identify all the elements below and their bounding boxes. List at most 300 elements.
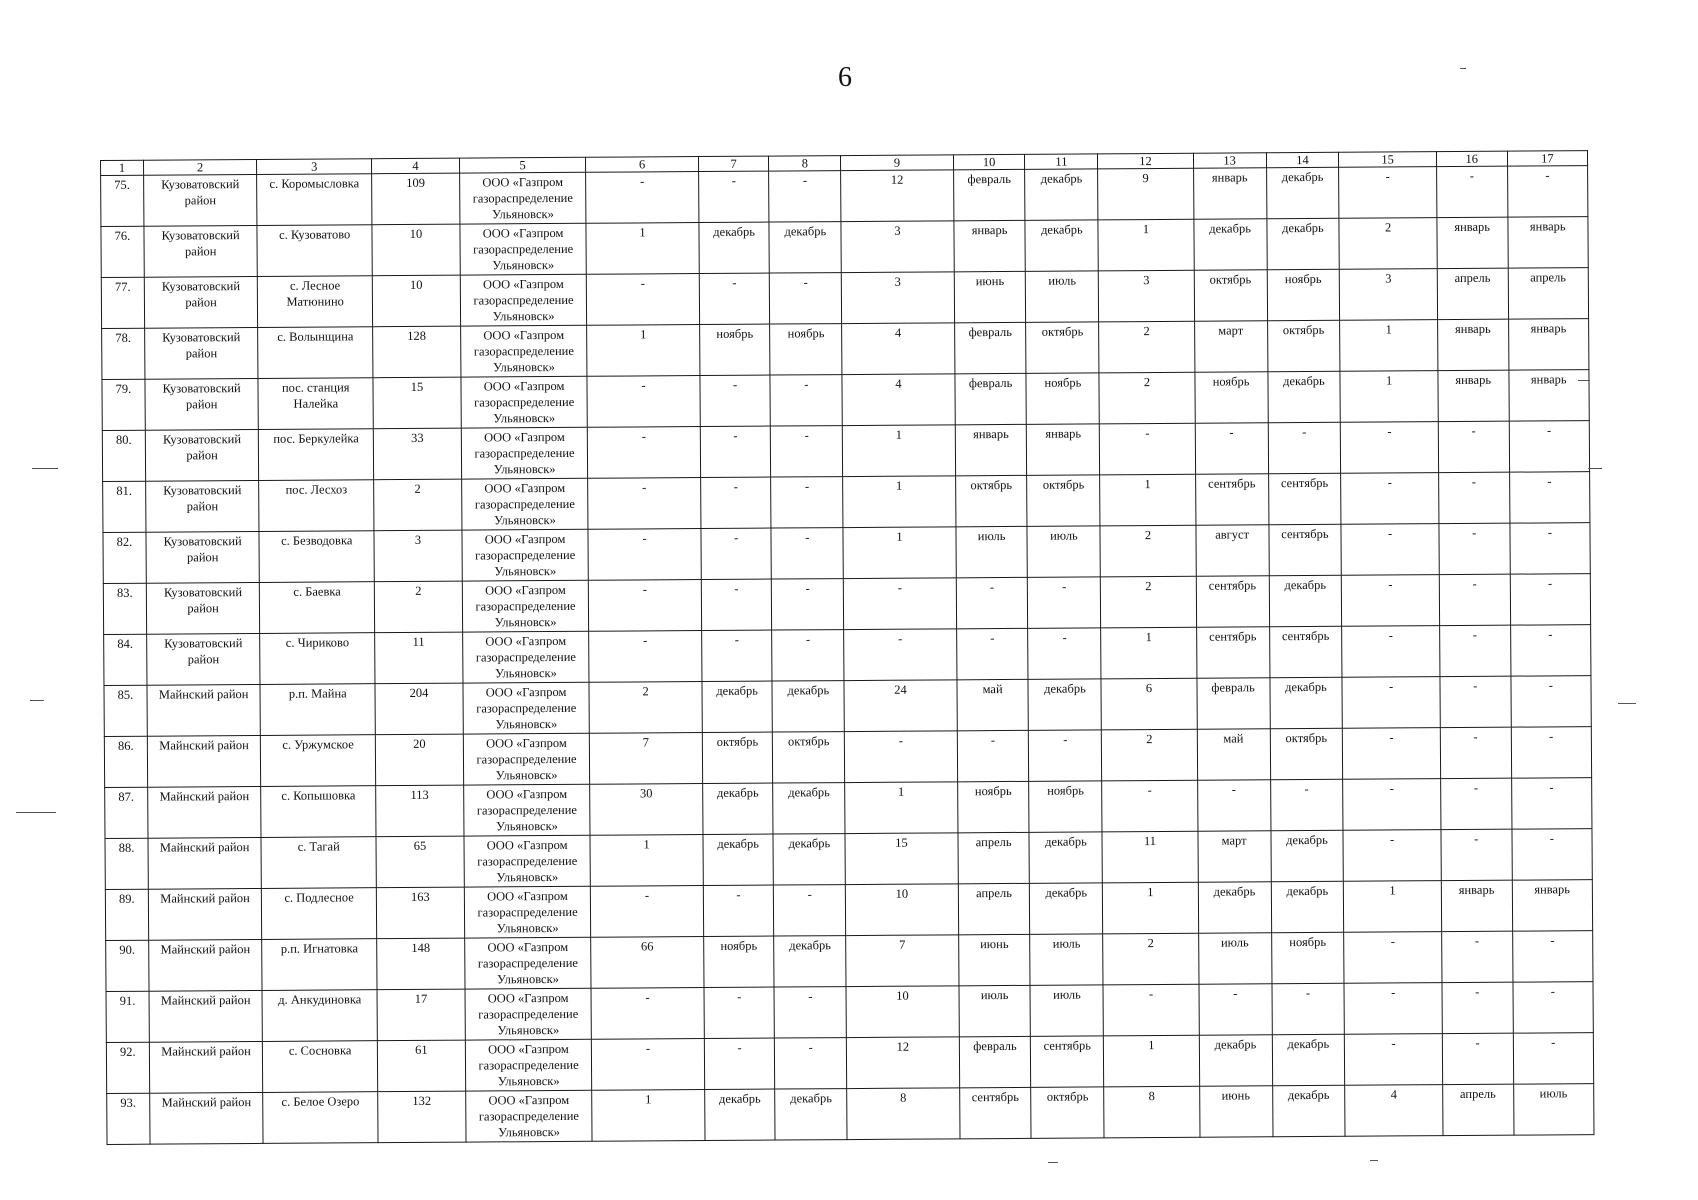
cell-value-col-9: 1 [843, 476, 956, 528]
cell-month-col-11: - [1028, 577, 1101, 628]
cell-month-col-8: - [771, 528, 843, 579]
cell-month-col-13: - [1197, 780, 1270, 831]
cell-value-col-9: 10 [846, 884, 959, 936]
cell-month-col-13: сентябрь [1195, 474, 1268, 525]
cell-value-col-15: 3 [1340, 269, 1438, 321]
cell-month-col-14: ноябрь [1271, 932, 1344, 983]
column-number-7: 7 [698, 156, 769, 171]
cell-value-col-6: - [586, 172, 699, 224]
cell-month-col-14: декабрь [1270, 830, 1343, 881]
scan-mark [1048, 1162, 1058, 1163]
cell-month-col-8: - [771, 426, 843, 477]
cell-organization: ООО «Газпром газораспределение Ульяновск» [460, 325, 587, 377]
cell-value-col-12: 2 [1099, 321, 1195, 373]
cell-value-col-4: 33 [373, 428, 461, 480]
cell-month-col-11: ноябрь [1029, 781, 1102, 832]
scan-mark [1588, 468, 1602, 469]
cell-month-col-7: - [700, 426, 771, 477]
cell-value-col-12: 11 [1102, 831, 1198, 883]
cell-organization: ООО «Газпром газораспределение Ульяновск» [464, 886, 591, 938]
cell-month-col-10: май [957, 679, 1029, 730]
cell-settlement: с. Баевка [260, 582, 375, 634]
cell-month-col-8: - [772, 630, 844, 681]
cell-month-col-13: сентябрь [1196, 576, 1269, 627]
cell-value-col-9: - [844, 629, 957, 681]
cell-month-col-14: - [1271, 983, 1344, 1034]
cell-month-col-8: ноябрь [770, 324, 842, 375]
scan-mark [30, 700, 44, 701]
column-number-8: 8 [769, 156, 841, 171]
cell-value-col-6: - [592, 1039, 705, 1091]
column-number-15: 15 [1339, 152, 1437, 168]
cell-value-col-15: 2 [1339, 218, 1437, 270]
cell-month-col-10: октябрь [955, 475, 1027, 526]
cell-value-col-15: - [1345, 1034, 1443, 1086]
column-number-17: 17 [1507, 151, 1588, 167]
cell-month-col-16: - [1440, 676, 1511, 727]
cell-value-col-15: - [1342, 575, 1440, 627]
cell-settlement: с. Безводовка [259, 531, 374, 583]
cell-month-col-17: - [1510, 574, 1591, 626]
cell-row-number: 81. [103, 481, 146, 532]
cell-district: Майнский район [149, 990, 263, 1042]
cell-month-col-11: декабрь [1028, 679, 1101, 730]
cell-row-number: 79. [102, 379, 145, 430]
cell-month-col-17: - [1512, 829, 1593, 881]
cell-month-col-14: - [1270, 779, 1343, 830]
cell-value-col-4: 2 [374, 479, 462, 531]
cell-district: Майнский район [150, 1092, 264, 1144]
cell-row-number: 91. [106, 991, 149, 1042]
cell-month-col-8: декабрь [773, 783, 845, 834]
cell-row-number: 85. [104, 685, 147, 736]
column-number-16: 16 [1436, 151, 1507, 166]
cell-month-col-10: - [956, 628, 1028, 679]
cell-month-col-16: апрель [1442, 1084, 1513, 1135]
cell-value-col-6: - [587, 376, 700, 428]
cell-month-col-10: апрель [958, 832, 1030, 883]
cell-month-col-11: - [1029, 730, 1102, 781]
cell-value-col-4: 11 [375, 632, 463, 684]
cell-month-col-16: январь [1437, 217, 1508, 268]
cell-month-col-11: июль [1030, 934, 1103, 985]
cell-settlement: с. Копышовка [261, 786, 376, 838]
cell-month-col-16: - [1441, 931, 1512, 982]
cell-value-col-15: 1 [1344, 881, 1442, 933]
cell-value-col-9: - [845, 731, 958, 783]
cell-value-col-12: 8 [1104, 1086, 1200, 1138]
cell-month-col-13: март [1198, 831, 1271, 882]
cell-month-col-14: октябрь [1270, 728, 1343, 779]
cell-month-col-13: декабрь [1194, 219, 1267, 270]
cell-month-col-7: - [699, 273, 770, 324]
scan-mark [1618, 703, 1636, 704]
cell-value-col-6: - [589, 580, 702, 632]
cell-month-col-17: - [1507, 166, 1588, 218]
cell-organization: ООО «Газпром газораспределение Ульяновск» [464, 784, 591, 836]
cell-month-col-13: декабрь [1199, 1035, 1272, 1086]
cell-value-col-6: - [588, 529, 701, 581]
cell-value-col-6: - [587, 274, 700, 326]
cell-value-col-12: - [1103, 984, 1199, 1036]
cell-value-col-12: 1 [1100, 474, 1196, 526]
cell-value-col-6: 30 [590, 784, 703, 836]
cell-value-col-12: 2 [1101, 576, 1197, 628]
cell-value-col-9: 12 [841, 170, 954, 222]
cell-month-col-8: - [772, 579, 844, 630]
cell-value-col-6: - [591, 886, 704, 938]
cell-month-col-17: - [1509, 472, 1590, 524]
cell-month-col-16: январь [1438, 370, 1509, 421]
scan-mark [32, 468, 58, 469]
cell-value-col-9: 1 [843, 527, 956, 579]
cell-district: Майнский район [148, 837, 262, 889]
cell-organization: ООО «Газпром газораспределение Ульяновск» [460, 223, 587, 275]
cell-organization: ООО «Газпром газораспределение Ульяновск» [460, 274, 587, 326]
cell-value-col-6: - [591, 988, 704, 1040]
cell-settlement: пос. Лесхоз [259, 480, 374, 532]
cell-organization: ООО «Газпром газораспределение Ульяновск» [463, 682, 590, 734]
cell-settlement: пос. станция Налейка [258, 378, 373, 430]
cell-organization: ООО «Газпром газораспределение Ульяновск» [465, 937, 592, 989]
cell-row-number: 87. [105, 787, 148, 838]
cell-value-col-9: 1 [842, 425, 955, 477]
cell-month-col-11: октябрь [1031, 1087, 1104, 1138]
cell-district: Кузоватовский район [144, 276, 258, 328]
scan-mark [1370, 1160, 1378, 1161]
cell-month-col-14: декабрь [1266, 167, 1339, 218]
cell-value-col-12: - [1102, 780, 1198, 832]
cell-value-col-9: 10 [846, 986, 959, 1038]
cell-month-col-8: - [770, 375, 842, 426]
cell-row-number: 83. [103, 583, 146, 634]
column-number-11: 11 [1025, 154, 1098, 169]
cell-month-col-14: декабрь [1269, 575, 1342, 626]
cell-settlement: р.п. Игнатовка [262, 939, 377, 991]
cell-month-col-17: январь [1507, 217, 1588, 269]
cell-month-col-10: февраль [955, 373, 1027, 424]
cell-month-col-17: январь [1508, 319, 1589, 371]
cell-month-col-13: февраль [1197, 678, 1270, 729]
cell-value-col-15: - [1339, 167, 1437, 219]
cell-organization: ООО «Газпром газораспределение Ульяновск» [461, 376, 588, 428]
cell-month-col-13: май [1197, 729, 1270, 780]
cell-month-col-11: декабрь [1025, 220, 1098, 271]
page-number: 6 [838, 62, 852, 93]
cell-month-col-14: октябрь [1267, 320, 1340, 371]
cell-month-col-7: - [700, 375, 771, 426]
cell-month-col-8: декабрь [774, 936, 846, 987]
cell-month-col-14: ноябрь [1267, 269, 1340, 320]
cell-district: Кузоватовский район [146, 633, 260, 685]
cell-settlement: пос. Беркулейка [259, 429, 374, 481]
cell-district: Кузоватовский район [145, 378, 259, 430]
cell-value-col-6: 2 [589, 682, 702, 734]
cell-month-col-14: декабрь [1266, 218, 1339, 269]
cell-month-col-13: июль [1198, 933, 1271, 984]
cell-month-col-8: декабрь [773, 834, 845, 885]
cell-district: Кузоватовский район [146, 531, 260, 583]
cell-month-col-7: декабрь [702, 681, 773, 732]
cell-month-col-8: - [771, 477, 843, 528]
cell-organization: ООО «Газпром газораспределение Ульяновск» [459, 172, 586, 224]
cell-month-col-11: июль [1030, 985, 1103, 1036]
cell-month-col-13: январь [1193, 168, 1266, 219]
column-number-10: 10 [953, 154, 1025, 169]
cell-month-col-17: - [1509, 421, 1590, 473]
cell-value-col-15: 1 [1340, 371, 1438, 423]
cell-value-col-9: - [844, 578, 957, 630]
cell-district: Майнский район [148, 786, 262, 838]
cell-district: Майнский район [149, 1041, 263, 1093]
cell-month-col-14: сентябрь [1268, 473, 1341, 524]
cell-month-col-14: декабрь [1269, 677, 1342, 728]
cell-value-col-12: 2 [1099, 372, 1195, 424]
cell-row-number: 78. [102, 328, 145, 379]
cell-month-col-16: - [1438, 421, 1509, 472]
cell-value-col-9: 8 [847, 1088, 960, 1140]
cell-month-col-14: декабрь [1271, 881, 1344, 932]
cell-month-col-16: - [1442, 1033, 1513, 1084]
cell-value-col-12: 1 [1104, 1035, 1200, 1087]
cell-month-col-13: август [1196, 525, 1269, 576]
cell-district: Кузоватовский район [145, 429, 259, 481]
cell-organization: ООО «Газпром газораспределение Ульяновск» [461, 427, 588, 479]
cell-month-col-14: декабрь [1272, 1034, 1345, 1085]
cell-value-col-15: - [1343, 728, 1441, 780]
cell-month-col-13: октябрь [1194, 270, 1267, 321]
cell-settlement: с. Волынщина [258, 327, 373, 379]
cell-month-col-11: декабрь [1025, 169, 1098, 220]
cell-month-col-8: - [769, 171, 841, 222]
cell-month-col-11: ноябрь [1026, 373, 1099, 424]
cell-organization: ООО «Газпром газораспределение Ульяновск» [462, 529, 589, 581]
cell-month-col-7: октябрь [702, 732, 773, 783]
cell-month-col-13: ноябрь [1195, 372, 1268, 423]
cell-month-col-8: - [775, 1038, 847, 1089]
cell-month-col-10: июль [959, 985, 1031, 1036]
cell-value-col-4: 113 [376, 785, 464, 837]
cell-month-col-7: - [704, 987, 775, 1038]
cell-value-col-12: 2 [1100, 525, 1196, 577]
column-number-1: 1 [101, 160, 144, 175]
cell-month-col-14: сентябрь [1269, 626, 1342, 677]
scan-mark [1578, 380, 1590, 381]
cell-month-col-8: декабрь [772, 681, 844, 732]
cell-month-col-16: - [1436, 166, 1507, 217]
cell-month-col-10: январь [954, 220, 1026, 271]
cell-month-col-16: январь [1437, 319, 1508, 370]
cell-month-col-8: октябрь [773, 732, 845, 783]
cell-value-col-9: 7 [846, 935, 959, 987]
cell-month-col-10: июль [956, 526, 1028, 577]
cell-month-col-13: март [1194, 321, 1267, 372]
cell-month-col-13: сентябрь [1196, 627, 1269, 678]
cell-month-col-10: - [957, 730, 1029, 781]
cell-month-col-8: - [770, 273, 842, 324]
cell-month-col-10: июнь [954, 271, 1026, 322]
cell-month-col-14: декабрь [1272, 1085, 1345, 1136]
cell-value-col-6: - [588, 427, 701, 479]
cell-month-col-13: - [1199, 984, 1272, 1035]
cell-row-number: 80. [102, 430, 145, 481]
scan-mark [16, 812, 56, 813]
cell-value-col-9: 1 [845, 782, 958, 834]
cell-month-col-17: январь [1508, 370, 1589, 422]
cell-month-col-14: декабрь [1267, 371, 1340, 422]
cell-month-col-10: январь [955, 424, 1027, 475]
cell-month-col-10: февраль [954, 322, 1026, 373]
cell-month-col-11: июль [1027, 526, 1100, 577]
cell-district: Кузоватовский район [145, 480, 259, 532]
cell-settlement: с. Подлесное [262, 888, 377, 940]
cell-month-col-17: - [1510, 676, 1591, 728]
cell-month-col-8: декабрь [769, 222, 841, 273]
cell-settlement: с. Тагай [261, 837, 376, 889]
cell-value-col-15: - [1341, 524, 1439, 576]
cell-value-col-15: - [1342, 626, 1440, 678]
cell-value-col-4: 10 [372, 224, 460, 276]
cell-month-col-8: декабрь [775, 1089, 847, 1140]
cell-month-col-8: - [774, 987, 846, 1038]
cell-month-col-16: - [1441, 829, 1512, 880]
cell-value-col-12: 3 [1099, 270, 1195, 322]
cell-month-col-7: - [704, 1038, 775, 1089]
cell-value-col-12: 2 [1103, 933, 1199, 985]
cell-month-col-11: январь [1027, 424, 1100, 475]
cell-month-col-16: январь [1441, 880, 1512, 931]
cell-organization: ООО «Газпром газораспределение Ульяновск» [463, 733, 590, 785]
cell-settlement: д. Анкудиновка [262, 990, 377, 1042]
cell-value-col-6: - [589, 631, 702, 683]
column-number-2: 2 [143, 159, 257, 175]
cell-value-col-15: - [1341, 473, 1439, 525]
cell-row-number: 82. [103, 532, 146, 583]
cell-month-col-10: февраль [959, 1036, 1031, 1087]
column-number-4: 4 [372, 158, 460, 174]
cell-month-col-17: - [1511, 727, 1592, 779]
cell-value-col-12: 1 [1098, 219, 1194, 271]
cell-month-col-14: сентябрь [1268, 524, 1341, 575]
cell-settlement: с. Уржумское [261, 735, 376, 787]
cell-value-col-12: 6 [1101, 678, 1197, 730]
cell-month-col-16: - [1440, 727, 1511, 778]
cell-month-col-17: - [1511, 778, 1592, 830]
cell-value-col-6: 7 [590, 733, 703, 785]
column-number-12: 12 [1098, 153, 1193, 169]
cell-month-col-7: - [701, 579, 772, 630]
cell-month-col-10: февраль [953, 169, 1025, 220]
cell-month-col-16: - [1439, 523, 1510, 574]
cell-row-number: 88. [105, 838, 148, 889]
column-number-9: 9 [841, 155, 954, 171]
cell-month-col-10: июнь [958, 934, 1030, 985]
cell-month-col-7: - [701, 528, 772, 579]
cell-organization: ООО «Газпром газораспределение Ульяновск» [461, 478, 588, 530]
cell-month-col-14: - [1268, 422, 1341, 473]
cell-month-col-10: ноябрь [957, 781, 1029, 832]
cell-month-col-7: декабрь [699, 222, 770, 273]
cell-month-col-16: - [1439, 625, 1510, 676]
cell-value-col-15: - [1343, 830, 1441, 882]
cell-month-col-17: - [1512, 931, 1593, 983]
cell-month-col-16: апрель [1437, 268, 1508, 319]
cell-value-col-4: 148 [377, 938, 465, 990]
cell-month-col-11: октябрь [1027, 475, 1100, 526]
cell-month-col-7: декабрь [704, 1089, 775, 1140]
cell-value-col-15: 4 [1345, 1085, 1443, 1137]
cell-value-col-6: 1 [587, 325, 700, 377]
cell-district: Кузоватовский район [144, 327, 258, 379]
cell-month-col-11: октябрь [1026, 322, 1099, 373]
column-number-5: 5 [459, 157, 586, 173]
cell-month-col-16: - [1440, 778, 1511, 829]
cell-value-col-4: 132 [378, 1091, 466, 1143]
cell-settlement: с. Лесное Матюнино [258, 276, 373, 328]
cell-value-col-4: 61 [377, 1040, 465, 1092]
cell-value-col-6: 1 [590, 835, 703, 887]
cell-month-col-10: - [956, 577, 1028, 628]
cell-row-number: 86. [104, 736, 147, 787]
cell-organization: ООО «Газпром газораспределение Ульяновск» [462, 580, 589, 632]
cell-month-col-16: - [1442, 982, 1513, 1033]
cell-value-col-4: 15 [373, 377, 461, 429]
cell-month-col-13: июнь [1199, 1086, 1272, 1137]
cell-settlement: р.п. Майна [260, 684, 375, 736]
cell-organization: ООО «Газпром газораспределение Ульяновск» [462, 631, 589, 683]
cell-value-col-9: 3 [841, 272, 954, 324]
cell-month-col-10: сентябрь [959, 1087, 1031, 1138]
cell-value-col-15: 1 [1340, 320, 1438, 372]
cell-month-col-16: - [1439, 574, 1510, 625]
cell-row-number: 77. [101, 277, 144, 328]
cell-value-col-4: 65 [376, 836, 464, 888]
cell-value-col-4: 128 [373, 326, 461, 378]
column-number-14: 14 [1266, 152, 1339, 167]
scan-mark [1460, 68, 1466, 69]
cell-month-col-11: - [1028, 628, 1101, 679]
cell-value-col-4: 204 [375, 683, 463, 735]
cell-month-col-7: ноябрь [699, 324, 770, 375]
cell-value-col-6: 1 [592, 1090, 705, 1142]
cell-month-col-10: апрель [958, 883, 1030, 934]
cell-month-col-16: - [1438, 472, 1509, 523]
cell-row-number: 92. [106, 1042, 149, 1093]
cell-value-col-9: 15 [845, 833, 958, 885]
cell-value-col-12: 1 [1101, 627, 1197, 679]
cell-organization: ООО «Газпром газораспределение Ульяновск» [464, 835, 591, 887]
cell-month-col-13: декабрь [1198, 882, 1271, 933]
cell-value-col-15: - [1344, 932, 1442, 984]
cell-value-col-12: 1 [1103, 882, 1199, 934]
cell-month-col-17: - [1513, 1033, 1594, 1085]
cell-settlement: с. Сосновка [263, 1041, 378, 1093]
cell-row-number: 90. [106, 940, 149, 991]
cell-organization: ООО «Газпром газораспределение Ульяновск» [465, 988, 592, 1040]
cell-value-col-4: 3 [374, 530, 462, 582]
cell-organization: ООО «Газпром газораспределение Ульяновск» [466, 1090, 593, 1142]
cell-value-col-9: 4 [842, 323, 955, 375]
cell-district: Майнский район [147, 684, 261, 736]
cell-month-col-17: январь [1512, 880, 1593, 932]
cell-organization: ООО «Газпром газораспределение Ульяновск» [465, 1039, 592, 1091]
cell-month-col-11: декабрь [1029, 832, 1102, 883]
cell-value-col-4: 17 [377, 989, 465, 1041]
cell-month-col-7: - [701, 630, 772, 681]
cell-value-col-12: 2 [1102, 729, 1198, 781]
cell-month-col-11: декабрь [1030, 883, 1103, 934]
cell-month-col-17: июль [1513, 1084, 1594, 1136]
